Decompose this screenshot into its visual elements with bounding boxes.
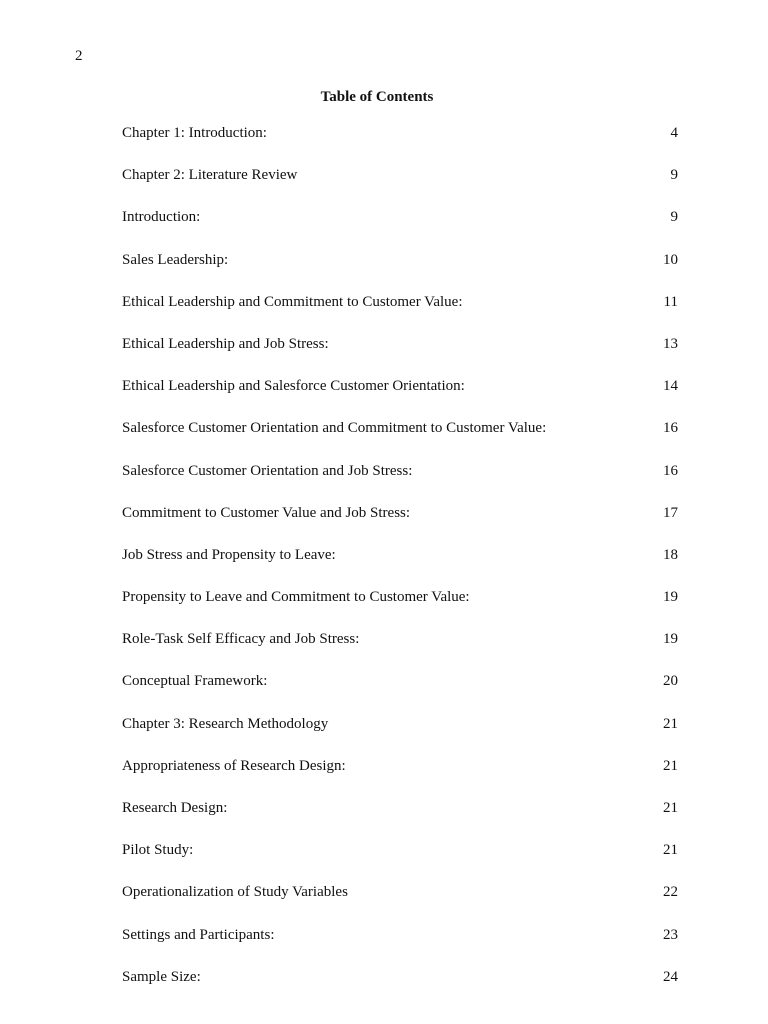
toc-entry [122,462,678,504]
toc-entry [122,335,678,377]
toc-entry-page-number: 14 [663,378,678,395]
toc-entry [122,630,678,672]
toc-entry-title: Operationalization of Study Variables [122,884,348,901]
toc-entry-page-number: 16 [663,462,678,479]
toc-title: Table of Contents [320,89,434,105]
page-number: 2 [75,48,83,64]
toc-entry-title: Research Design: [122,800,228,816]
toc-list [122,124,678,1010]
toc-entry-page-number: 18 [663,546,678,563]
toc-entry-page-number: 20 [663,673,678,690]
toc-entry-page-number: 19 [663,589,678,606]
toc-entry [122,672,678,714]
toc-entry-title: Conceptual Framework: [122,673,268,690]
toc-entry-title: Role-Task Self Efficacy and Job Stress: [122,631,360,648]
toc-entry-page-number: 9 [670,209,678,226]
toc-entry-title: Salesforce Customer Orientation and Commitment to Customer Value: [122,420,547,437]
toc-entry-page-number: 21 [663,757,678,774]
toc-entry-page-number: 13 [663,335,678,352]
toc-entry-title: Ethical Leadership and Salesforce Customer Orientation: [122,378,465,395]
toc-entry-page-number: 19 [663,631,678,648]
toc-entry [122,251,678,293]
toc-entry-page-number: 16 [663,420,678,437]
toc-entry [122,166,678,208]
toc-entry-title: Settings and Participants: [122,926,275,943]
toc-entry-page-number: 10 [663,251,678,268]
toc-entry [122,926,678,968]
toc-entry [122,419,678,461]
toc-entry [122,757,678,799]
toc-entry [122,377,678,419]
toc-entry-title: Appropriateness of Research Design: [122,757,346,774]
toc-entry-title: Salesforce Customer Orientation and Job Stress: [122,462,413,479]
toc-entry-page-number: 21 [663,800,678,816]
toc-entry [122,883,678,925]
toc-entry [122,293,678,335]
toc-entry-title: Commitment to Customer Value and Job Stress: [122,504,411,521]
toc-entry-title: Ethical Leadership and Commitment to Customer Value: [122,293,463,310]
toc-entry [122,124,678,166]
toc-entry [122,504,678,546]
toc-entry [122,588,678,630]
toc-entry-title: Job Stress and Propensity to Leave: [122,546,336,563]
toc-entry-page-number: 22 [663,884,678,901]
toc-entry-title: Propensity to Leave and Commitment to Customer Value: [122,589,470,606]
toc-entry [122,715,678,757]
toc-entry-page-number: 11 [663,293,678,310]
toc-entry-title: Chapter 2: Literature Review [122,167,298,184]
toc-entry [122,546,678,588]
toc-entry-title: Introduction: [122,209,201,226]
toc-entry-title: Pilot Study: [122,842,194,859]
toc-entry-page-number: 23 [663,926,678,943]
toc-entry-title: Sales Leadership: [122,251,229,268]
toc-entry-page-number: 17 [663,504,678,521]
toc-entry [122,841,678,883]
toc-entry-title: Ethical Leadership and Job Stress: [122,335,329,352]
toc-entry-title: Chapter 3: Research Methodology [122,715,329,732]
toc-entry-page-number: 4 [670,125,678,141]
toc-entry-page-number: 21 [663,715,678,732]
toc-entry-page-number: 21 [663,842,678,859]
toc-entry-page-number: 24 [663,968,678,985]
toc-entry-title: Sample Size: [122,968,201,985]
toc-entry [122,968,678,1010]
toc-entry-page-number: 9 [670,167,678,184]
toc-entry [122,799,678,841]
toc-entry-title: Chapter 1: Introduction: [122,125,267,141]
toc-entry [122,208,678,250]
